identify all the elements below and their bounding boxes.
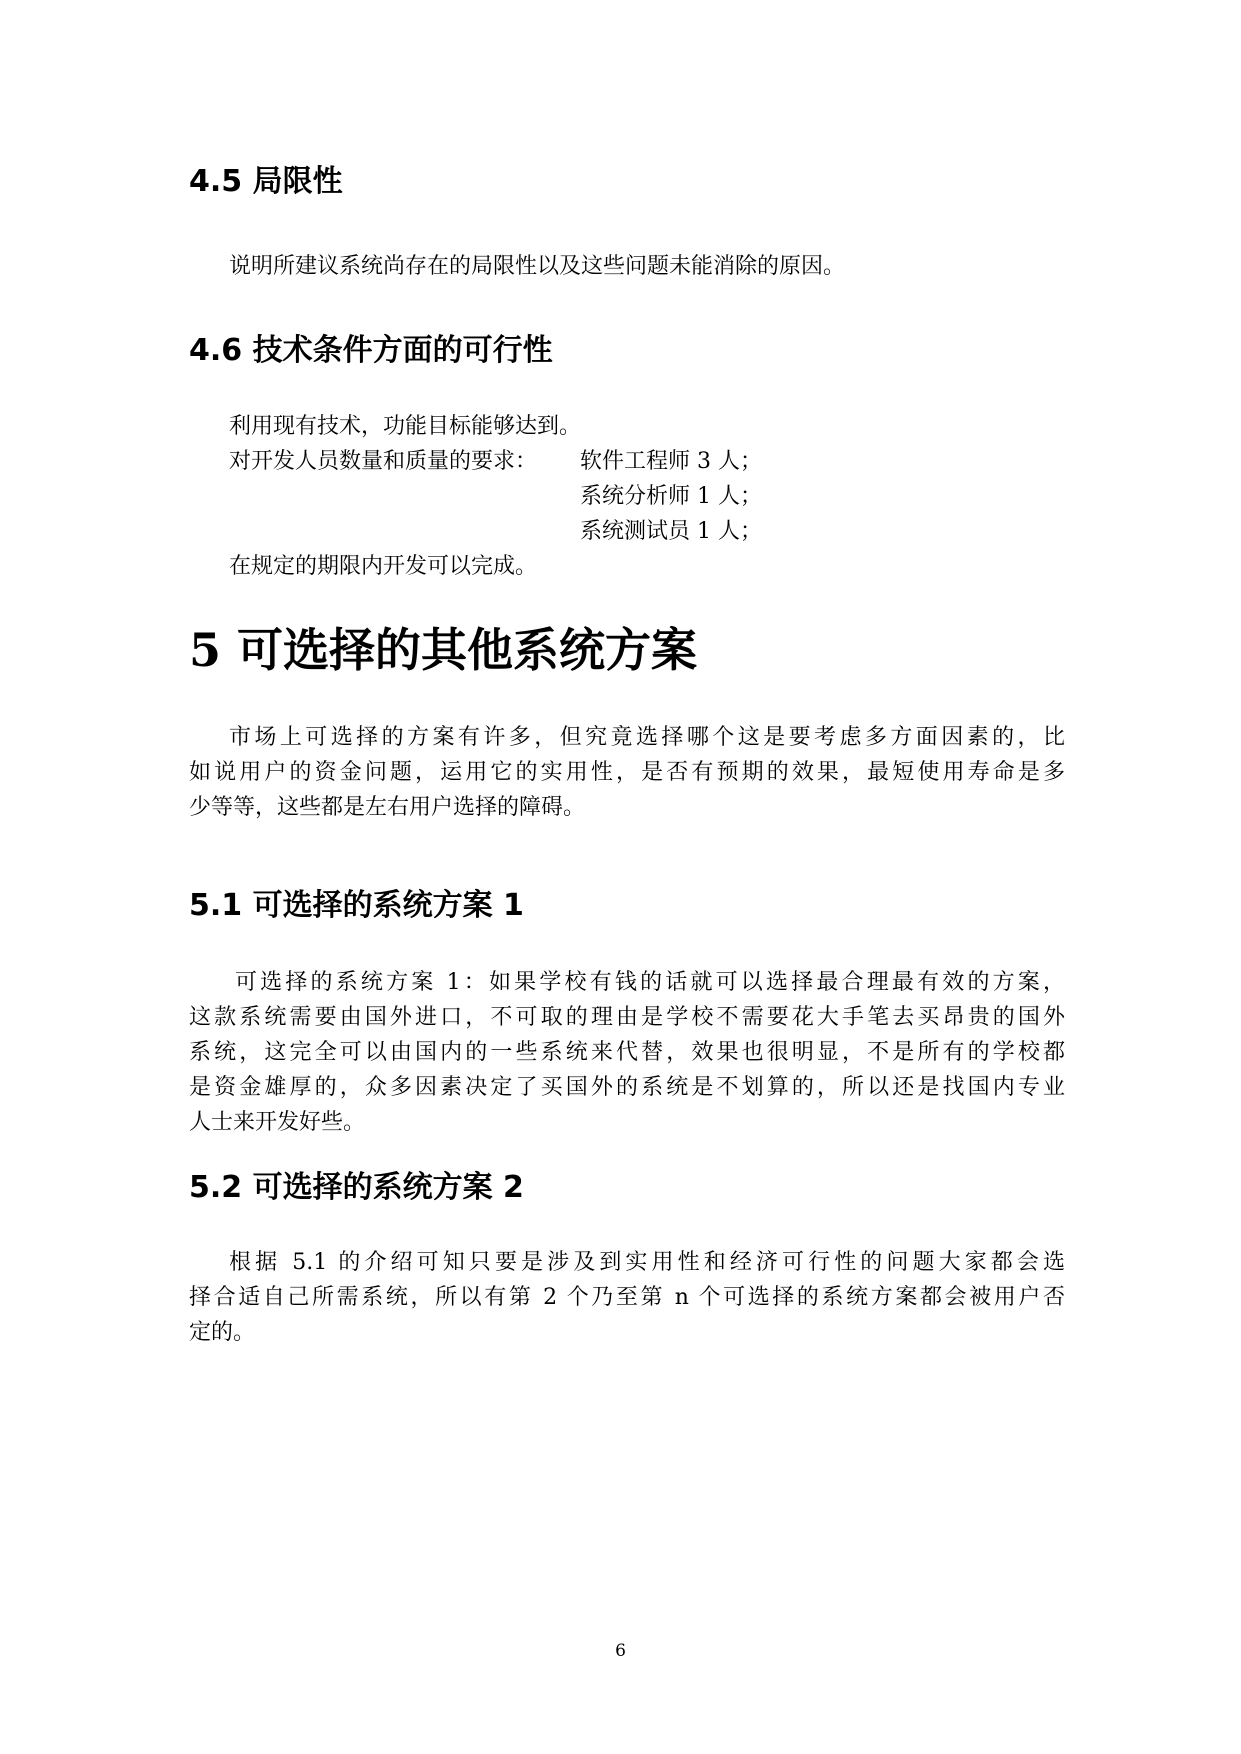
paragraph-5-2	[189, 1245, 1065, 1350]
staff-item: 系统测试员 1 人；	[580, 519, 762, 544]
paragraph-line: 人士来开发好些。	[189, 1110, 366, 1135]
text-4-6-line-3: 在规定的期限内开发可以完成。	[229, 554, 538, 579]
paragraph-5	[189, 720, 1065, 825]
staff-item: 系统分析师 1 人；	[580, 484, 762, 509]
text-4-6-staff-label: 对开发人员数量和质量的要求：	[229, 449, 538, 474]
heading-5-1: 5.1 可选择的系统方案 1	[189, 888, 524, 923]
heading-5-2: 5.2 可选择的系统方案 2	[189, 1170, 524, 1205]
paragraph-line: 是资金雄厚的，众多因素决定了买国外的系统是不划算的，所以还是找国内专业	[189, 1075, 1065, 1100]
paragraph-line: 系统，这完全可以由国内的一些系统来代替，效果也很明显，不是所有的学校都	[189, 1040, 1065, 1065]
paragraph-line: 如说用户的资金问题，运用它的实用性，是否有预期的效果，最短使用寿命是多	[189, 760, 1065, 785]
staff-item: 软件工程师 3 人；	[580, 449, 762, 474]
paragraph-line: 根据 5.1 的介绍可知只要是涉及到实用性和经济可行性的问题大家都会选	[229, 1250, 1065, 1275]
heading-4-6: 4.6 技术条件方面的可行性	[189, 333, 553, 368]
paragraph-line: 这款系统需要由国外进口，不可取的理由是学校不需要花大手笔去买昂贵的国外	[189, 1005, 1065, 1030]
paragraph-5-1	[189, 965, 1065, 1140]
paragraph-line: 可选择的系统方案 1：如果学校有钱的话就可以选择最合理最有效的方案，	[235, 970, 1065, 995]
paragraph-line: 市场上可选择的方案有许多，但究竟选择哪个这是要考虑多方面因素的，比	[229, 725, 1065, 750]
paragraph-line: 择合适自己所需系统，所以有第 2 个乃至第 n 个可选择的系统方案都会被用户否	[189, 1285, 1065, 1310]
paragraph-line: 定的。	[189, 1320, 256, 1345]
paragraph-4-5: 说明所建议系统尚存在的局限性以及这些问题未能消除的原因。	[229, 254, 846, 279]
paragraph-line: 少等等，这些都是左右用户选择的障碍。	[189, 795, 586, 820]
text-4-6-line-1: 利用现有技术，功能目标能够达到。	[229, 414, 582, 439]
page-number: 6	[615, 1641, 626, 1661]
heading-4-5: 4.5 局限性	[189, 164, 343, 199]
heading-5: 5 可选择的其他系统方案	[189, 623, 698, 677]
